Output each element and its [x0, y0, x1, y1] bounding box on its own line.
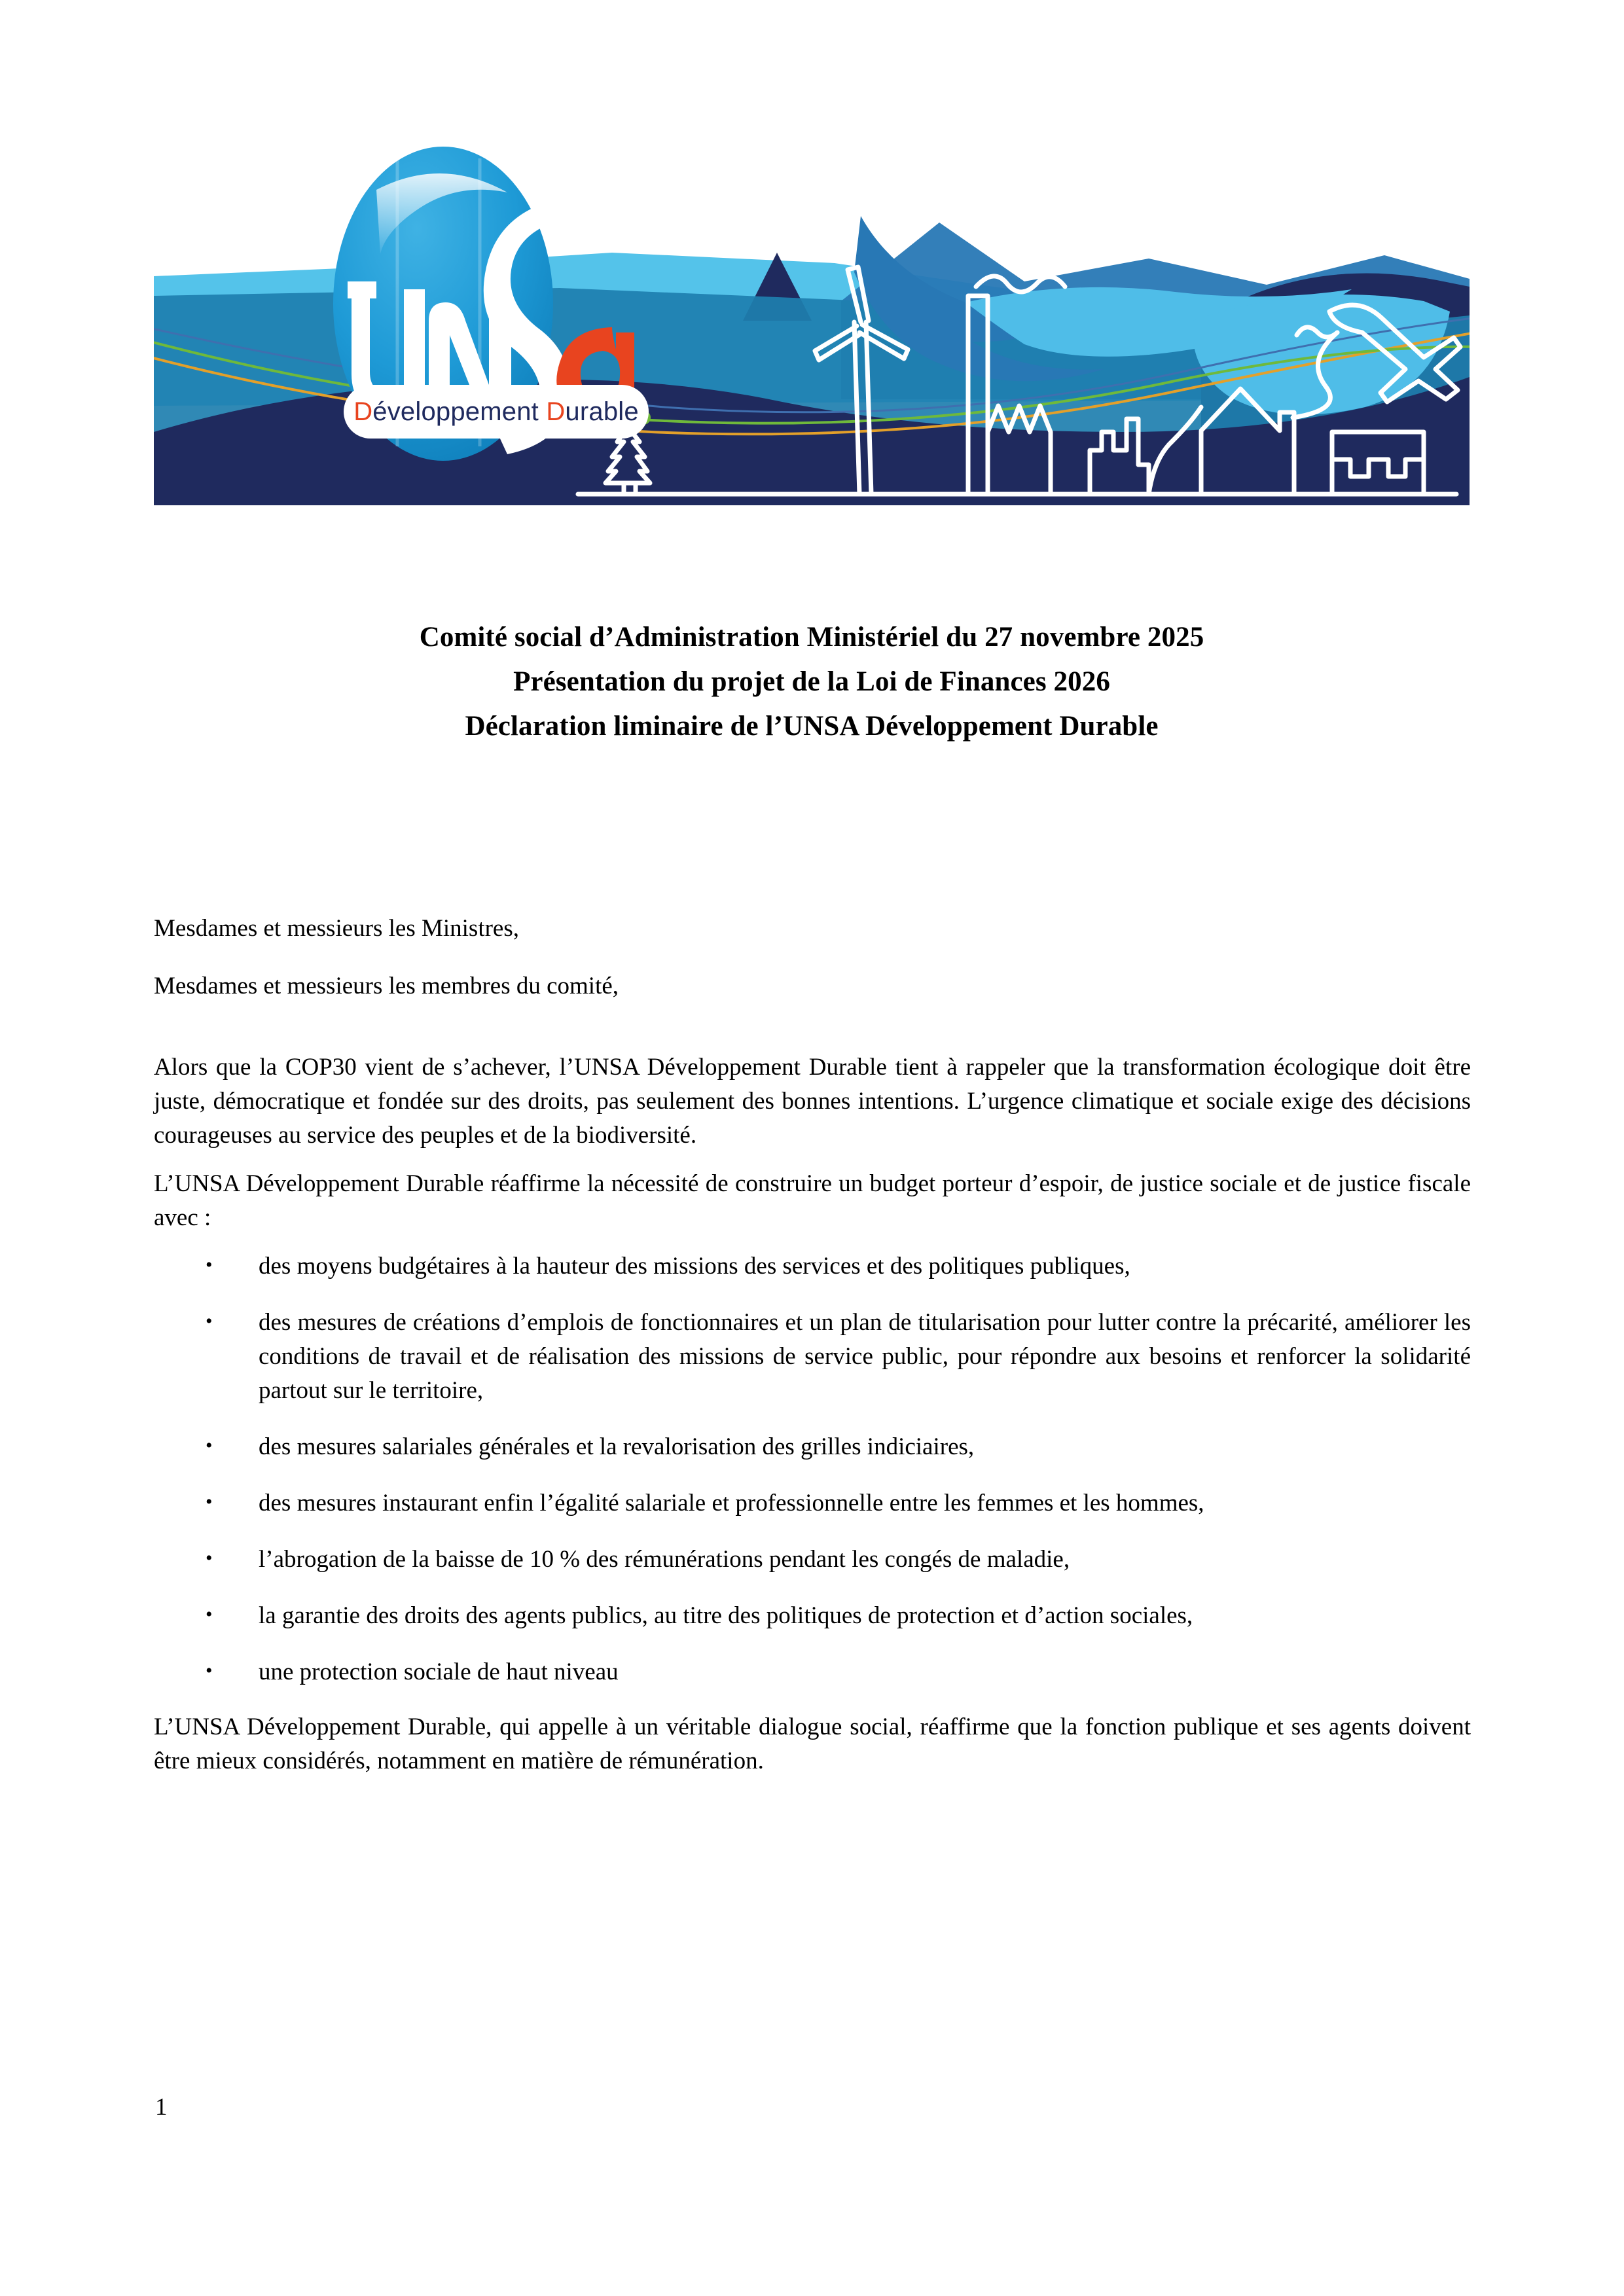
- list-item: [154, 1655, 1471, 1689]
- title-line-2: Présentation du projet de la Loi de Finances 2026: [513, 666, 1110, 697]
- logo-tagline-d1: D: [353, 397, 373, 426]
- bullet-marker-icon: •: [206, 1435, 213, 1456]
- logo-tagline-d2: D: [546, 397, 566, 426]
- logo-tagline: [344, 385, 649, 439]
- list-item-text: une protection sociale de haut niveau: [259, 1659, 619, 1685]
- title-line-3: Déclaration liminaire de l’UNSA Développement Durable: [465, 711, 1159, 742]
- list-item-text: des moyens budgétaires à la hauteur des missions des services et des politiques publiques,: [259, 1253, 1130, 1280]
- list-item-text: des mesures instaurant enfin l’égalité salariale et professionnelle entre les femmes et les hommes,: [259, 1490, 1204, 1516]
- demands-list: [154, 1249, 1471, 1689]
- document-body: [154, 913, 1471, 1793]
- paragraph-closing: L’UNSA Développement Durable, qui appelle à un véritable dialogue social, réaffirme que la fonction publique et ses agents doivent être mieux considérés, notamment en matière de rémunération.: [154, 1713, 1471, 1774]
- salutation-ministers: Mesdames et messieurs les Ministres,: [154, 915, 519, 942]
- list-item-text: des mesures de créations d’emplois de fonctionnaires et un plan de titularisation pour lutter contre la précarité, améliorer les conditions de travail et de réalisation des missions de service public, pour répondre aux besoins et renforcer la solidarité partout sur le territoire,: [259, 1309, 1471, 1404]
- bullet-marker-icon: •: [206, 1660, 213, 1681]
- paragraph-intro: Alors que la COP30 vient de s’achever, l’UNSA Développement Durable tient à rappeler que la transformation écologique doit être juste, démocratique et fondée sur des droits, pas seulement des bonnes intentions. L’urgence climatique et sociale exige des décisions courageuses au service des peuples et de la biodiversité.: [154, 1054, 1471, 1149]
- logo-tagline-rest1: éveloppement: [372, 397, 539, 426]
- banner-illustration: [154, 124, 1470, 505]
- logo-tagline-rest2: urable: [565, 397, 639, 426]
- list-item-text: l’abrogation de la baisse de 10 % des rémunérations pendant les congés de maladie,: [259, 1546, 1070, 1573]
- header-banner: [154, 124, 1470, 505]
- list-item-text: des mesures salariales générales et la revalorisation des grilles indiciaires,: [259, 1433, 975, 1460]
- bullet-marker-icon: •: [206, 1491, 213, 1513]
- paragraph-lead-in: L’UNSA Développement Durable réaffirme la nécessité de construire un budget porteur d’espoir, de justice sociale et de justice fiscale avec :: [154, 1170, 1471, 1231]
- list-item: [154, 1306, 1471, 1408]
- bullet-marker-icon: •: [206, 1254, 213, 1276]
- document-title-block: [154, 615, 1470, 749]
- bullet-marker-icon: •: [206, 1604, 213, 1625]
- bullet-marker-icon: •: [206, 1547, 213, 1569]
- list-item: [154, 1249, 1471, 1283]
- title-line-1: Comité social d’Administration Ministériel du 27 novembre 2025: [419, 622, 1204, 653]
- bullet-marker-icon: •: [206, 1310, 213, 1332]
- list-item: [154, 1599, 1471, 1633]
- salutation-committee: Mesdames et messieurs les membres du comité,: [154, 973, 619, 999]
- list-item: [154, 1430, 1471, 1464]
- list-item: [154, 1543, 1471, 1577]
- page-number: 1: [155, 2094, 168, 2121]
- list-item: [154, 1486, 1471, 1520]
- list-item-text: la garantie des droits des agents publics, au titre des politiques de protection et d’action sociales,: [259, 1602, 1193, 1629]
